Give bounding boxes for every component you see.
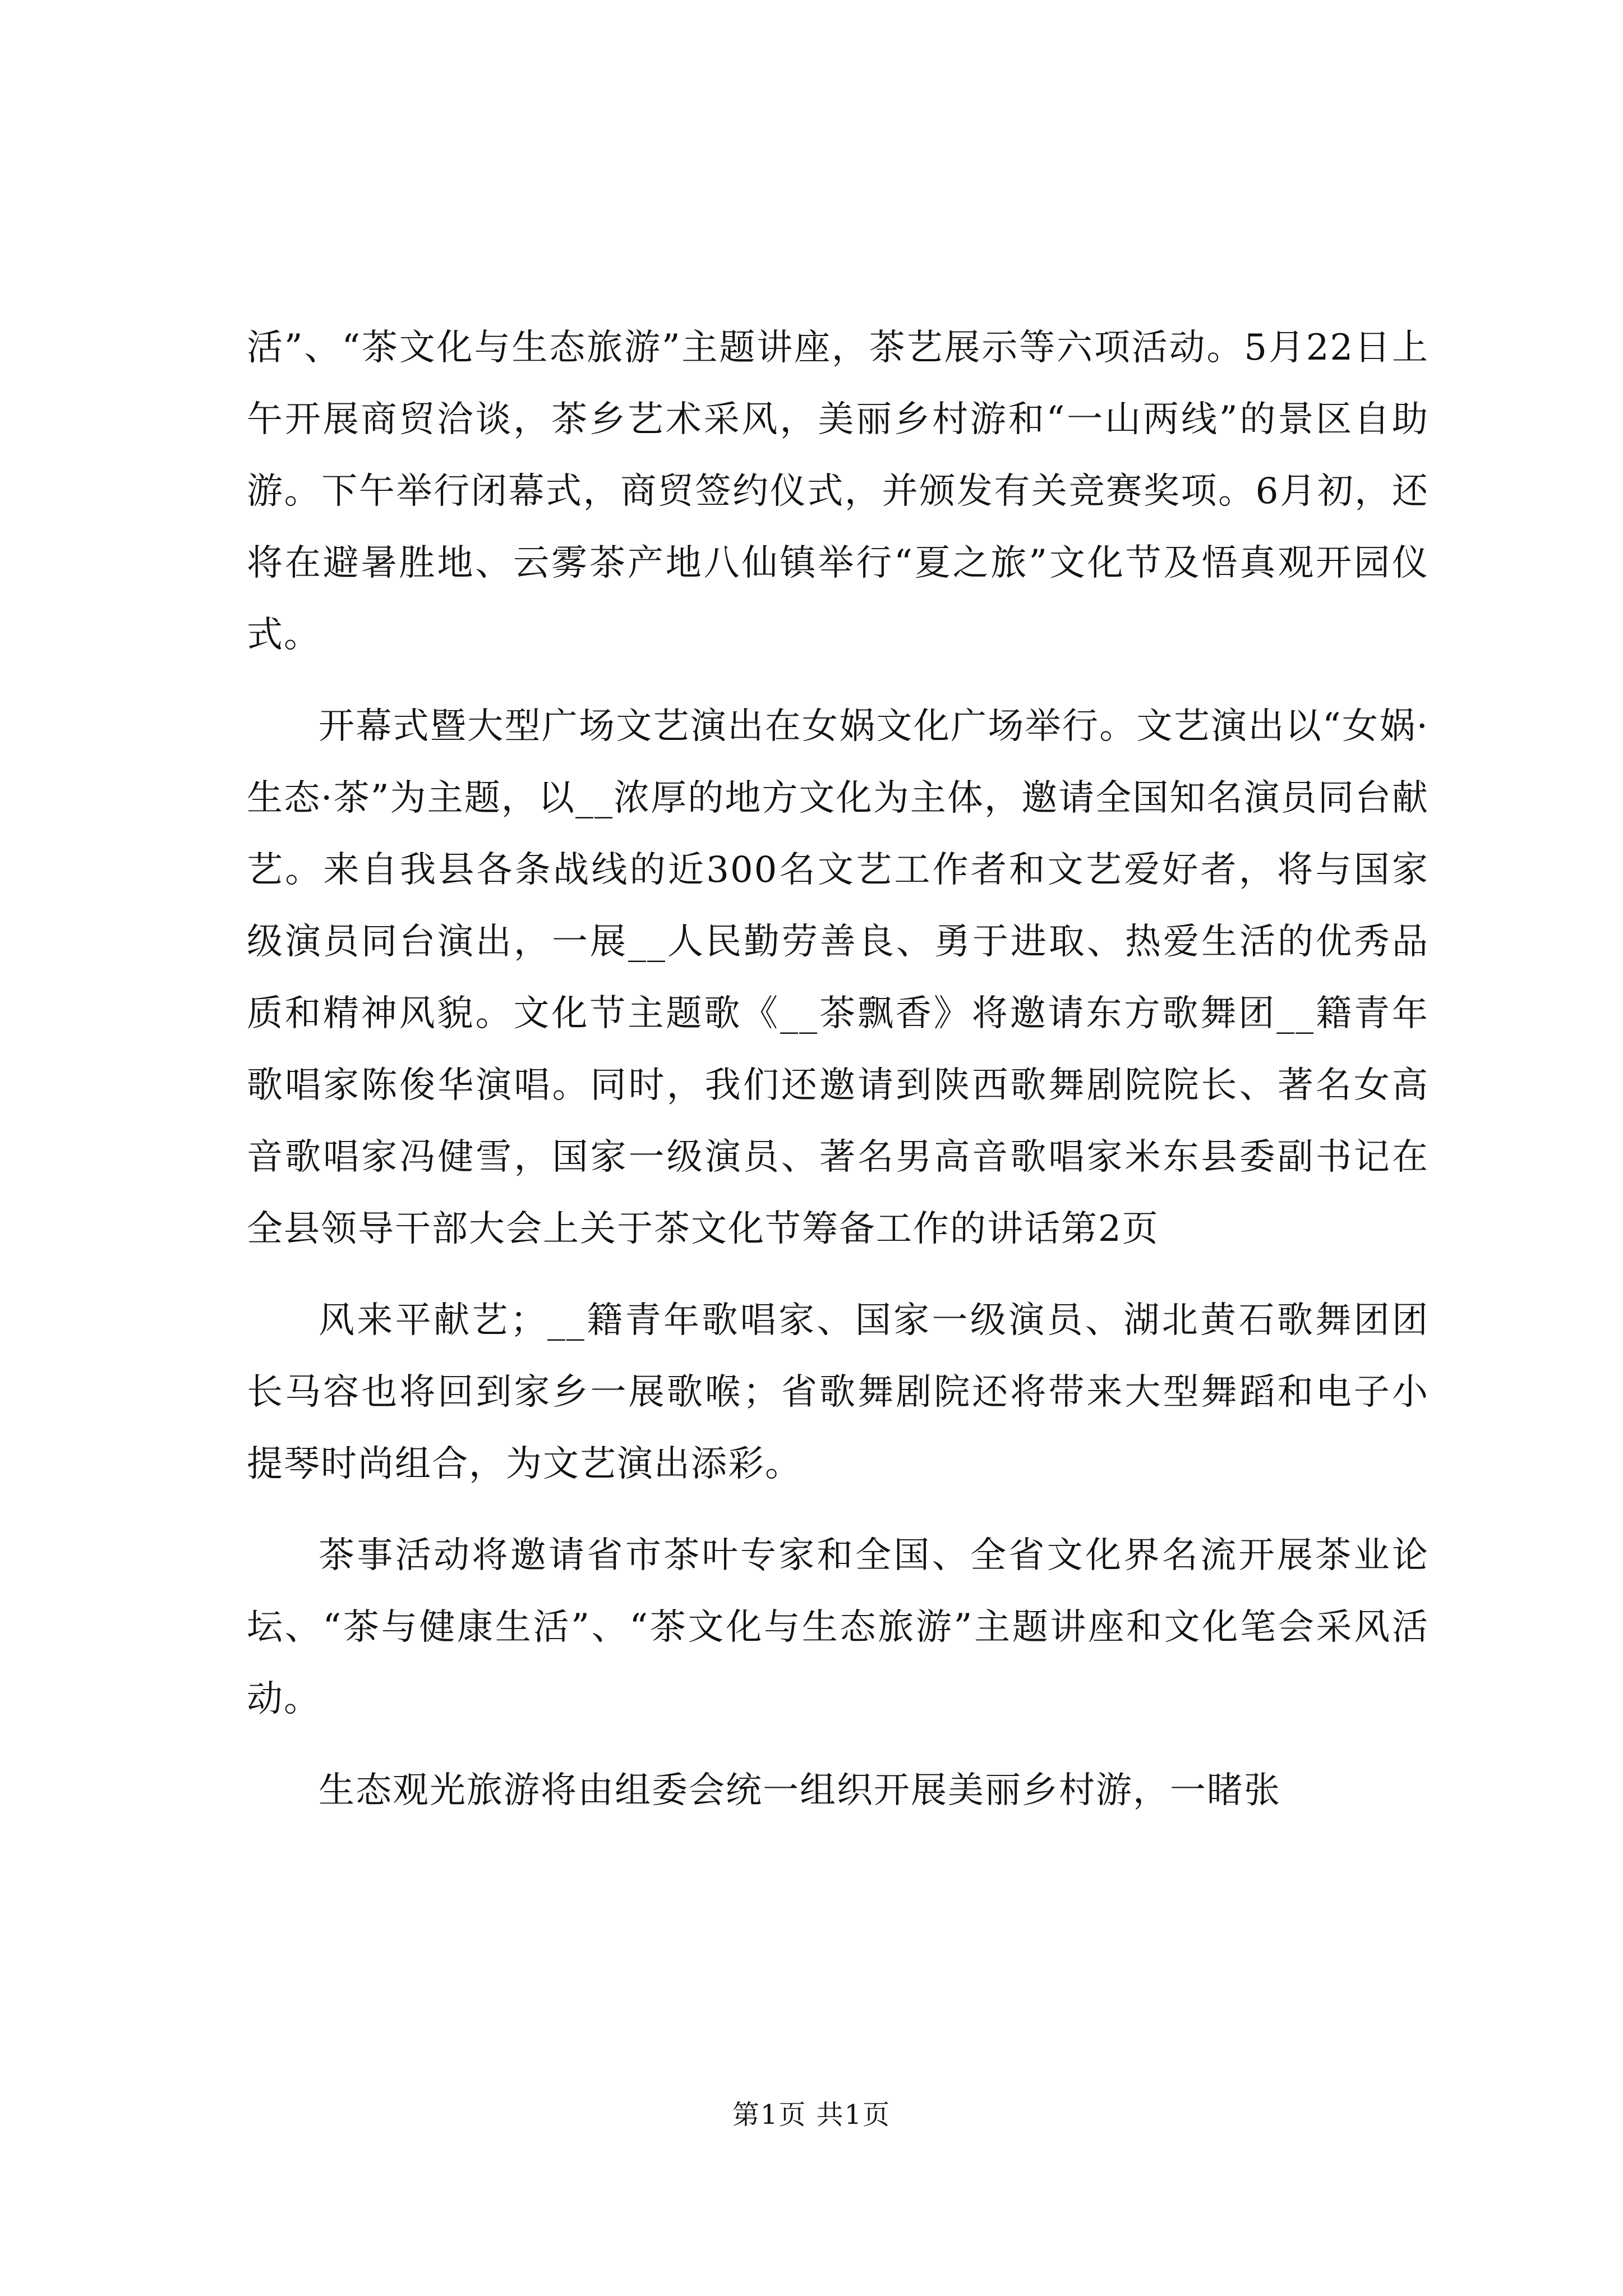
paragraph: 风来平献艺；__籍青年歌唱家、国家一级演员、湖北黄石歌舞团团长马容也将回到家乡一展歌喉；省歌舞剧院还将带来大型舞蹈和电子小提琴时尚组合，为文艺演出添彩。 (247, 1300, 1429, 1485)
page-footer: 第1页 共1页 (732, 2099, 891, 2131)
paragraph: 茶事活动将邀请省市茶叶专家和全国、全省文化界名流开展茶业论坛、“茶与健康生活”、“茶文化与生态旅游”主题讲座和文化笔会采风活动。 (247, 1535, 1429, 1720)
paragraph: 生态观光旅游将由组委会统一组织开展美丽乡村游，一睹张 (319, 1770, 1281, 1811)
document-body (247, 312, 1429, 1846)
paragraph: 开幕式暨大型广场文艺演出在女娲文化广场举行。文艺演出以“女娲·生态·茶”为主题，以__浓厚的地方文化为主体，邀请全国知名演员同台献艺。来自我县各条战线的近300名文艺工作者和文艺爱好者，将与国家级演员同台演出，一展__人民勤劳善良、勇于进取、热爱生活的优秀品质和精神风貌。文化节主题歌《__茶飘香》将邀请东方歌舞团__籍青年歌唱家陈俊华演唱。同时，我们还邀请到陕西歌舞剧院院长、著名女高音歌唱家冯健雪，国家一级演员、著名男高音歌唱家米东县委副书记在全县领导干部大会上关于茶文化节筹备工作的讲话第2页 (247, 706, 1429, 1250)
paragraph: 活”、“茶文化与生态旅游”主题讲座，茶艺展示等六项活动。5月22日上午开展商贸洽谈，茶乡艺术采风，美丽乡村游和“一山两线”的景区自助游。下午举行闭幕式，商贸签约仪式，并颁发有关竞赛奖项。6月初，还将在避暑胜地、云雾茶产地八仙镇举行“夏之旅”文化节及悟真观开园仪式。 (247, 327, 1429, 656)
